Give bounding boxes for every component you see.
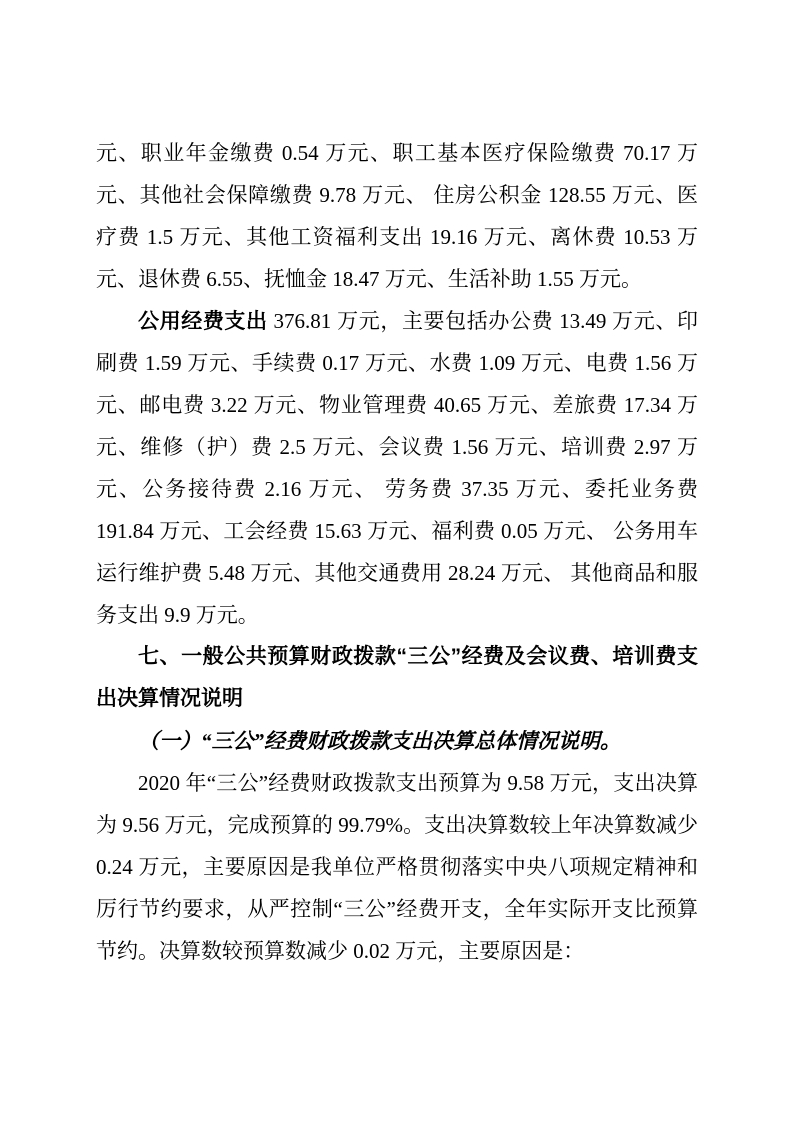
public-operating-expenses-label: 公用经费支出 (138, 309, 268, 333)
document-content (96, 132, 698, 972)
section-heading-seven: 七、一般公共预算财政拨款“三公”经费及会议费、培训费支出决算情况说明 (96, 645, 698, 710)
public-operating-expenses-text: 376.81 万元，主要包括办公费 13.49 万元、印刷费 1.59 万元、手续费 0.17 万元、水费 1.09 万元、电费 1.56 万元、邮电费 3.22 万元、物业管理费 40.65 万元、差旅费 17.34 万元、维修（护）费 2.5 万元、会议费 1.56 万元、培训费 2.97 万元、公务接待费 2.16 万元、 劳务费 37.35 万元、委托业务费 191.84 万元、工会经费 15.63 万元、福利费 0.05 万元、 公务用车运行维护费 5.48 万元、其他交通费用 28.24 万元、 其他商品和服务支出 9.9 万元。 (96, 309, 699, 627)
paragraph-wage-benefit-expenses: 元、职业年金缴费 0.54 万元、职工基本医疗保险缴费 70.17 万元、其他社会保障缴费 9.78 万元、 住房公积金 128.55 万元、医疗费 1.5 万元、其他工资福利支出 19.16 万元、离休费 10.53 万元、退休费 6.55、抚恤金 18.47 万元、生活补助 1.55 万元。 (96, 141, 698, 291)
subsection-heading-one: （一）“三公”经费财政拨款支出决算总体情况说明。 (138, 729, 621, 753)
paragraph-public-operating-expenses (96, 300, 698, 636)
paragraph-sangong-expenses-2020: 2020 年“三公”经费财政拨款支出预算为 9.58 万元，支出决算为 9.56 万元，完成预算的 99.79%。支出决算数较上年决算数减少 0.24 万元，主要原因是我单位严格贯彻落实中央八项规定精神和厉行节约要求，从严控制“三公”经费开支，全年实际开支比预算节约。决算数较预算数减少 0.02 万元，主要原因是： (96, 771, 698, 963)
